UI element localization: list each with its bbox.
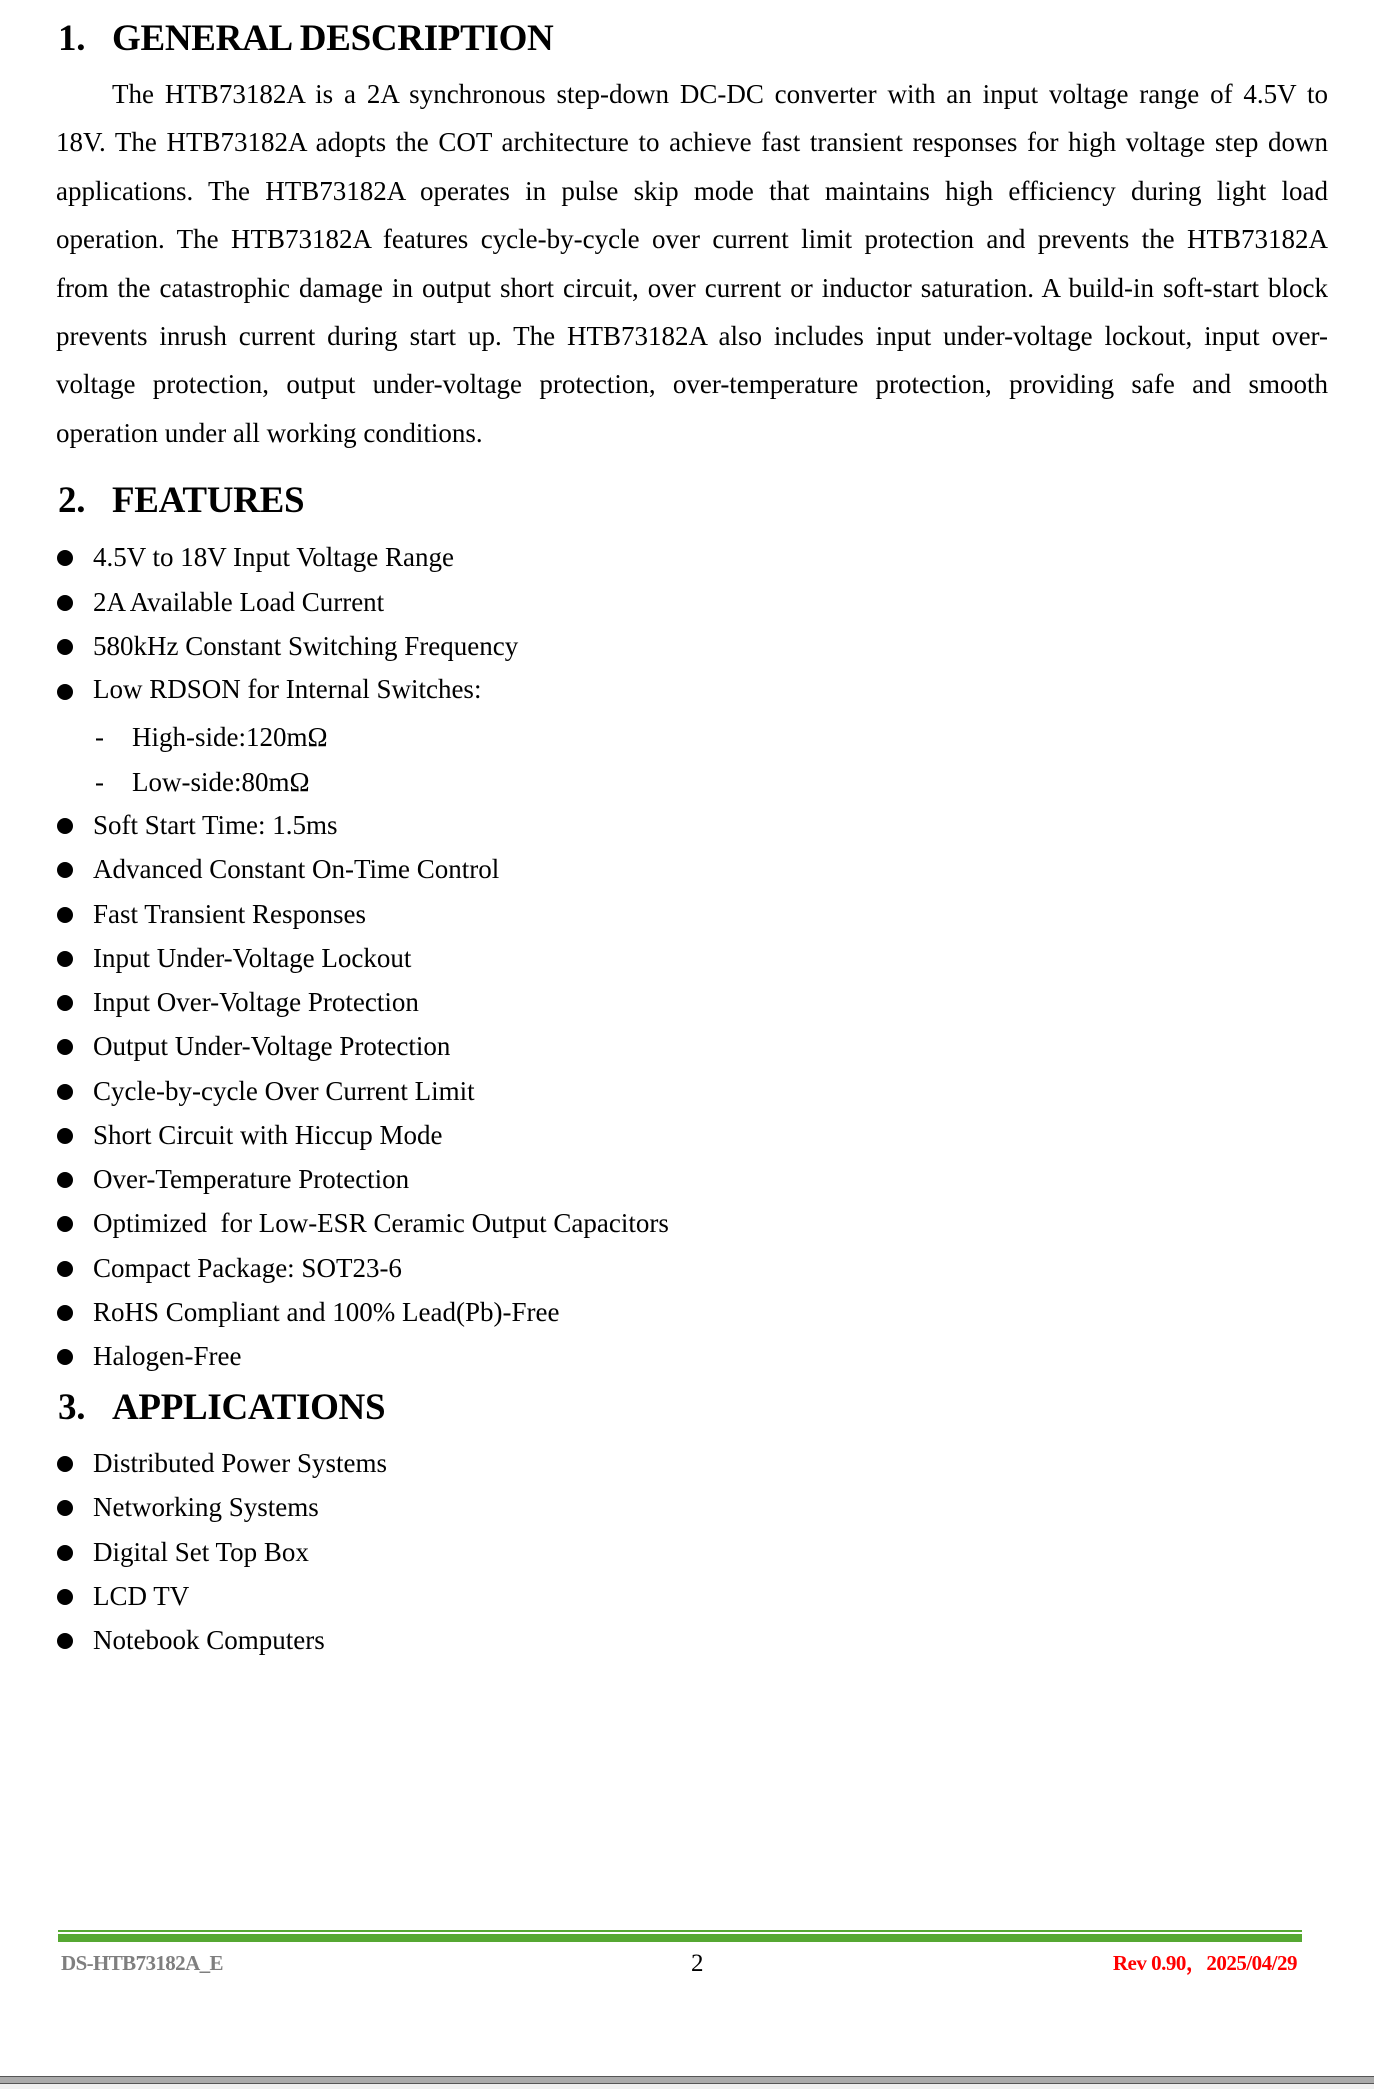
bullet-icon: [57, 1084, 73, 1100]
bullet-icon: [57, 1456, 73, 1472]
feature-text: 2A Available Load Current: [93, 586, 385, 617]
section-number: 2.: [58, 480, 86, 521]
bullet-icon: [57, 1589, 73, 1605]
feature-item: [0, 535, 1374, 580]
feature-text: Cycle-by-cycle Over Current Limit: [93, 1075, 475, 1106]
feature-text: Input Under-Voltage Lockout: [93, 942, 412, 973]
general-description-paragraph: [56, 70, 1328, 457]
bullet-icon: [57, 1500, 73, 1516]
application-text: LCD TV: [93, 1580, 190, 1611]
section-heading-features: [58, 480, 305, 521]
bullet-icon: [57, 818, 73, 834]
bullet-icon: [57, 595, 73, 611]
bullet-icon: [57, 1633, 73, 1649]
bullet-icon: [57, 684, 73, 700]
paragraph-line: operation. The HTB73182A features cycle-by-cycle over current limit protection and prevents the HTB73182A: [56, 224, 1328, 255]
dash-marker-icon: -: [95, 767, 104, 797]
feature-item: [0, 1334, 1374, 1378]
applications-list: [0, 1441, 1374, 1662]
feature-item: [0, 1246, 1374, 1290]
paragraph-line: operation under all working conditions.: [56, 417, 483, 448]
bullet-icon: [57, 1349, 73, 1365]
bullet-icon: [57, 639, 73, 655]
paragraph-line: 18V. The HTB73182A adopts the COT architecture to achieve fast transient responses for high voltage step down: [56, 127, 1328, 158]
bullet-icon: [57, 862, 73, 878]
feature-text: Advanced Constant On-Time Control: [93, 854, 500, 885]
feature-subitem-text: Low-side:80mΩ: [132, 767, 310, 797]
feature-item: [0, 667, 1374, 715]
feature-item: [0, 1069, 1374, 1113]
bullet-icon: [57, 1128, 73, 1144]
feature-item: [0, 892, 1374, 936]
section-title: FEATURES: [112, 480, 305, 521]
features-list: [0, 535, 1374, 1378]
feature-subitem: [0, 715, 1374, 760]
bullet-icon: [57, 1216, 73, 1232]
feature-item: [0, 1201, 1374, 1245]
feature-item: [0, 847, 1374, 891]
footer-revision: Rev 0.90，2025/04/29: [1112, 1951, 1297, 1975]
feature-text: Optimized for Low-ESR Ceramic Output Capacitors: [93, 1208, 669, 1239]
footer-rule-thick: [58, 1934, 1302, 1942]
footer-document-id: DS-HTB73182A_E: [61, 1951, 223, 1975]
paragraph-line: The HTB73182A is a 2A synchronous step-down DC-DC converter with an input voltage range of 4.5V to: [112, 79, 1328, 109]
feature-text: Short Circuit with Hiccup Mode: [93, 1119, 443, 1150]
feature-text: Compact Package: SOT23-6: [93, 1252, 402, 1283]
bullet-icon: [57, 907, 73, 923]
application-text: Notebook Computers: [93, 1625, 325, 1655]
feature-item: [0, 1024, 1374, 1068]
paragraph-line: from the catastrophic damage in output short circuit, over current or inductor saturation. A build-in soft-start block: [56, 272, 1328, 303]
bullet-icon: [57, 550, 73, 566]
section-heading-general-description: [58, 18, 554, 59]
feature-text: Soft Start Time: 1.5ms: [93, 810, 338, 840]
feature-text: 580kHz Constant Switching Frequency: [93, 631, 519, 661]
section-number: 3.: [58, 1387, 86, 1428]
feature-text: Fast Transient Responses: [93, 898, 367, 929]
feature-text: Output Under-Voltage Protection: [93, 1031, 451, 1062]
feature-text: Low RDSON for Internal Switches:: [93, 674, 482, 704]
bullet-icon: [57, 951, 73, 967]
feature-item: [0, 1113, 1374, 1157]
feature-item: [0, 1290, 1374, 1334]
feature-text: RoHS Compliant and 100% Lead(Pb)-Free: [93, 1296, 560, 1327]
bullet-icon: [57, 1545, 73, 1561]
dash-marker-icon: -: [95, 722, 104, 752]
feature-text: Input Over-Voltage Protection: [93, 987, 419, 1017]
feature-text: Halogen-Free: [93, 1341, 242, 1371]
application-item: [0, 1574, 1374, 1618]
feature-subitem-text: High-side:120mΩ: [132, 722, 328, 752]
bullet-icon: [57, 1039, 73, 1055]
feature-subitem: [0, 760, 1374, 803]
viewer-background: [0, 2084, 1374, 2089]
application-item: [0, 1485, 1374, 1529]
section-number: 1.: [58, 18, 86, 59]
feature-text: 4.5V to 18V Input Voltage Range: [93, 542, 454, 572]
feature-item: [0, 980, 1374, 1024]
footer-page-number: 2: [691, 1950, 704, 1977]
section-heading-applications: [58, 1387, 386, 1428]
bullet-icon: [57, 995, 73, 1011]
feature-text: Over-Temperature Protection: [93, 1164, 410, 1194]
application-item: [0, 1441, 1374, 1485]
application-text: Networking Systems: [93, 1492, 319, 1523]
section-title: APPLICATIONS: [112, 1387, 386, 1428]
feature-item: [0, 580, 1374, 625]
feature-item: [0, 936, 1374, 980]
feature-item: [0, 1157, 1374, 1201]
feature-item: [0, 803, 1374, 847]
application-item: [0, 1618, 1374, 1662]
bullet-icon: [57, 1172, 73, 1188]
feature-item: [0, 624, 1374, 667]
bullet-icon: [57, 1305, 73, 1321]
application-text: Digital Set Top Box: [93, 1536, 309, 1567]
bullet-icon: [57, 1261, 73, 1277]
paragraph-line: voltage protection, output under-voltage protection, over-temperature protection, providing safe and smooth: [56, 369, 1328, 400]
paragraph-line: prevents inrush current during start up. The HTB73182A also includes input under-voltage lockout, input over-: [56, 320, 1328, 351]
application-text: Distributed Power Systems: [93, 1448, 387, 1478]
application-item: [0, 1530, 1374, 1574]
paragraph-line: applications. The HTB73182A operates in pulse skip mode that maintains high efficiency during light load: [56, 175, 1328, 206]
section-title: GENERAL DESCRIPTION: [112, 18, 554, 59]
footer-rule-thin: [58, 1930, 1302, 1932]
